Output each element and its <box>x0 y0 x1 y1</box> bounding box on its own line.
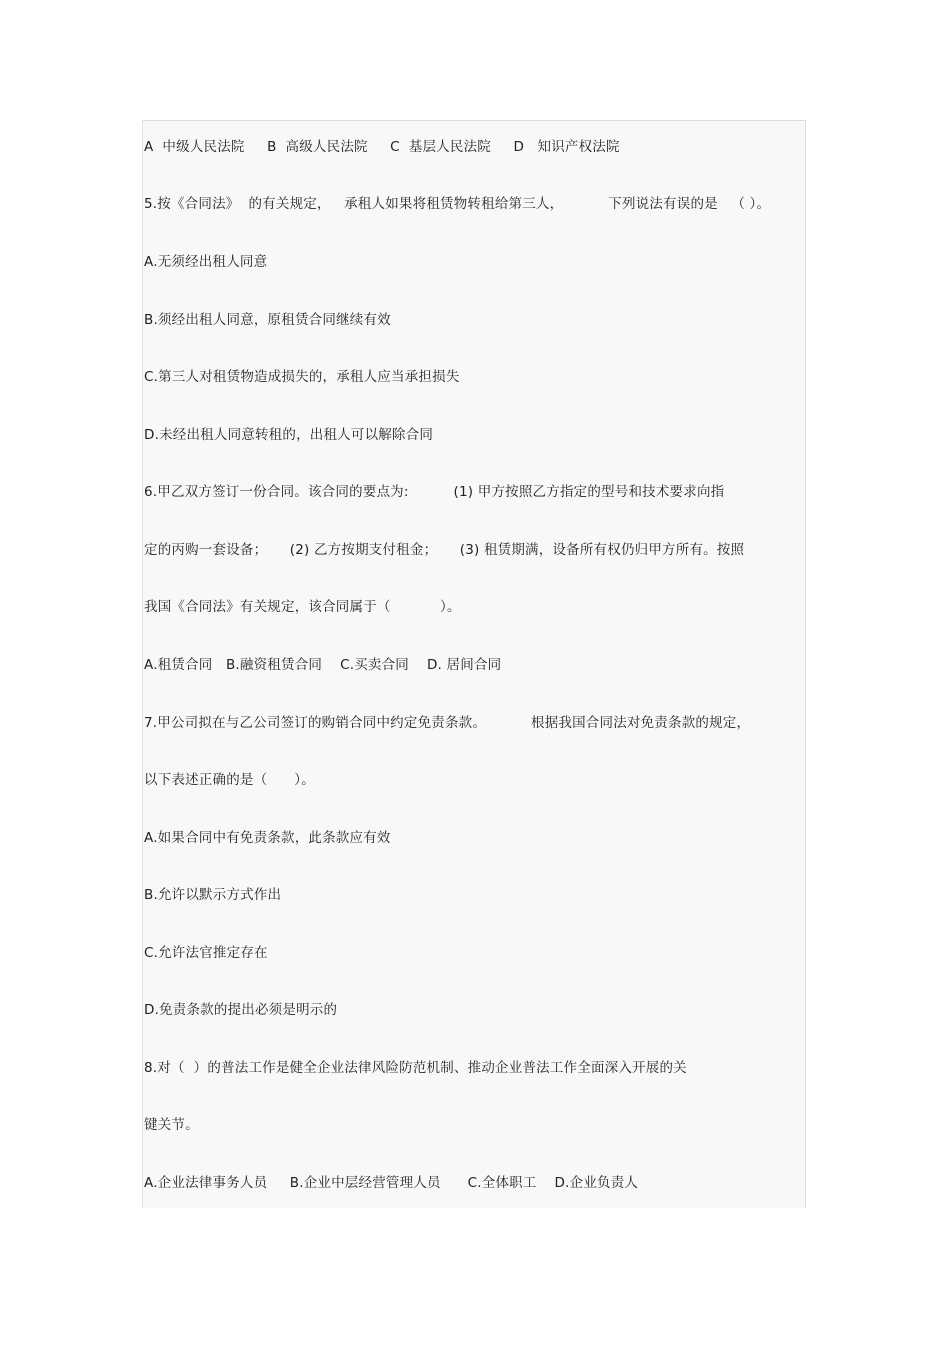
q5-option-c: C.第三人对租赁物造成损失的，承租人应当承担损失 <box>144 369 460 385</box>
q5-option-a: A.无须经出租人同意 <box>144 254 268 270</box>
q6-stem-line1: 6.甲乙双方签订一份合同。该合同的要点为: (1) 甲方按照乙方指定的型号和技术要求向指 <box>144 484 725 500</box>
q4-options: A 中级人民法院 B 高级人民法院 C 基层人民法院 D 知识产权法院 <box>144 139 620 155</box>
q7-option-b: B.允许以默示方式作出 <box>144 887 282 903</box>
q7-option-c: C.允许法官推定存在 <box>144 945 268 961</box>
q7-option-a: A.如果合同中有免责条款，此条款应有效 <box>144 830 391 846</box>
q5-option-d: D.未经出租人同意转租的，出租人可以解除合同 <box>144 427 434 443</box>
q7-option-d: D.免责条款的提出必须是明示的 <box>144 1002 338 1018</box>
q6-options: A.租赁合同 B.融资租赁合同 C.买卖合同 D. 居间合同 <box>144 657 502 673</box>
q7-stem-line1: 7.甲公司拟在与乙公司签订的购销合同中约定免责条款。 根据我国合同法对免责条款的规定， <box>144 715 751 731</box>
q8-options: A.企业法律事务人员 B.企业中层经营管理人员 C.全体职工 D.企业负责人 <box>144 1175 639 1191</box>
q7-stem-line2: 以下表述正确的是（ ）。 <box>144 772 315 788</box>
q5-stem: 5.按《合同法》 的有关规定， 承租人如果将租赁物转租给第三人， 下列说法有误的是 （ ）。 <box>144 196 771 212</box>
q6-stem-line2: 定的丙购一套设备； (2) 乙方按期支付租金； (3) 租赁期满，设备所有权仍归甲方所有。按照 <box>144 542 745 558</box>
q8-stem-line2: 键关节。 <box>144 1117 199 1133</box>
q5-option-b: B.须经出租人同意，原租赁合同继续有效 <box>144 312 391 328</box>
q8-stem-line1: 8.对（ ）的普法工作是健全企业法律风险防范机制、推动企业普法工作全面深入开展的关 <box>144 1060 687 1076</box>
q6-stem-line3: 我国《合同法》有关规定，该合同属于（ ）。 <box>144 599 461 615</box>
